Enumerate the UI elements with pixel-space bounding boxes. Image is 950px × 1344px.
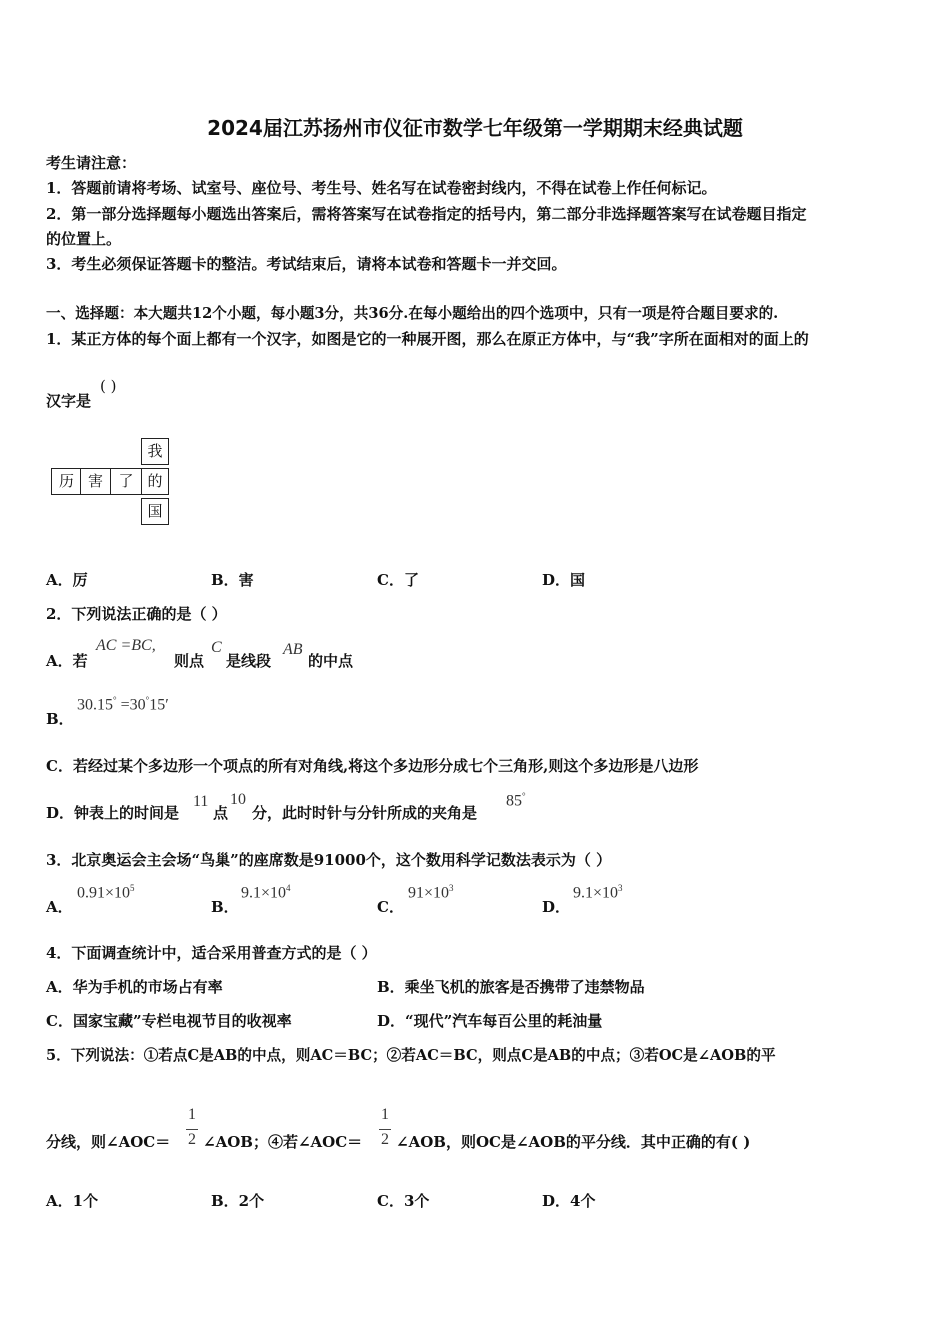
q4-stem: 4．下面调查统计中，适合采用普查方式的是（ ） — [46, 944, 377, 962]
q3-d-math — [573, 883, 623, 902]
q2-a-math-2: C — [211, 639, 222, 656]
notice-item-2-cont: 的位置上。 — [46, 230, 122, 248]
q3-a-label: A． — [46, 898, 73, 916]
page-title: 2024届江苏扬州市仪征市数学七年级第一学期期末经典试题 — [207, 116, 743, 140]
q3-stem: 3．北京奥运会主会场“鸟巢”的座席数是91000个，这个数用科学记数法表示为（ ） — [46, 851, 612, 869]
net-cell-guo: 国 — [141, 498, 169, 525]
notice-heading: 考生请注意： — [46, 154, 137, 172]
net-cell-li: 历 — [51, 468, 82, 495]
q3-b-base: 9.1×10 — [241, 884, 287, 902]
q1-option-d[interactable]: D．国 — [542, 571, 586, 589]
q2-a-text-1: 则点 — [174, 652, 205, 670]
q3-d-base: 9.1×10 — [573, 884, 619, 902]
net-cell-le: 了 — [110, 468, 142, 495]
notice-item-2: 2．第一部分选择题每小题选出答案后，需将答案写在试卷指定的括号内，第二部分非选择题答案写在试卷题目指定 — [46, 205, 807, 223]
q3-c-base: 91×10 — [408, 884, 450, 902]
q2-d-prefix: D．钟表上的时间是 — [46, 804, 180, 822]
notice-item-1: 1．答题前请将考场、试室号、座位号、考生号、姓名写在试卷密封线内，不得在试卷上作任何标记。 — [46, 179, 717, 197]
q2-d-degree: ° — [522, 791, 526, 801]
q2-a-suffix: 的中点 — [308, 652, 354, 670]
q2-d-math-2: 10 — [230, 791, 246, 808]
q2-b-sup2: ° — [145, 695, 150, 705]
q1-stem: 1．某正方体的每个面上都有一个汉字，如图是它的一种展开图，那么在原正方体中，与“我”字所在面相对的面上的 — [46, 330, 809, 348]
q2-b-math — [77, 695, 169, 714]
q3-b-math — [241, 883, 291, 902]
q4-option-b[interactable]: B．乘坐飞机的旅客是否携带了违禁物品 — [377, 978, 645, 996]
q1-option-a[interactable]: A．厉 — [46, 571, 88, 589]
q3-b-exp: 4 — [286, 883, 291, 893]
q1-option-c[interactable]: C．了 — [377, 571, 419, 589]
q1-stem-cont: 汉字是 — [46, 392, 92, 410]
section-heading: 一、选择题：本大题共12个小题，每小题3分，共36分.在每小题给出的四个选项中，只有一项是符合题目要求的. — [46, 305, 779, 322]
q2-a-math-3: AB — [283, 641, 303, 658]
q2-a-prefix: A．若 — [46, 652, 88, 670]
net-cell-wo: 我 — [141, 438, 169, 465]
q3-d-label: D． — [542, 898, 571, 916]
q2-b-right: 15′ — [149, 696, 169, 714]
q3-a-base: 0.91×10 — [77, 884, 131, 902]
q5-frac-2-den: 2 — [381, 1131, 389, 1148]
q5-option-c[interactable]: C．3个 — [377, 1192, 430, 1210]
q2-d-text-1: 点 — [213, 804, 229, 822]
q5-frac-1-num: 1 — [188, 1106, 196, 1123]
q2-d-text-2: 分，此时时针与分针所成的夹角是 — [252, 804, 478, 822]
q5-stem: 5．下列说法：①若点C是AB的中点，则AC＝BC；②若AC＝BC，则点C是AB的中点；③若OC是∠AOB的平 — [46, 1047, 776, 1064]
q3-c-label: C． — [377, 898, 404, 916]
q5-option-d[interactable]: D．4个 — [542, 1192, 596, 1210]
q5-frac-1-line — [186, 1129, 198, 1130]
q3-c-math — [408, 883, 454, 902]
q2-a-text-2: 是线段 — [226, 652, 272, 670]
q2-b-label: B． — [46, 710, 74, 728]
q2-b-left: 30.15 — [77, 696, 113, 714]
q2-d-math-1: 11 — [193, 793, 209, 810]
q2-d-math-3 — [506, 791, 526, 810]
q5-frac-2-num: 1 — [381, 1106, 389, 1123]
q1-option-b[interactable]: B．害 — [211, 571, 254, 589]
q2-option-c[interactable]: C．若经过某个多边形一个项点的所有对角线,将这个多边形分成七个三角形,则这个多边形是八边形 — [46, 757, 699, 775]
q3-a-exp: 5 — [130, 883, 135, 893]
q4-option-c[interactable]: C．国家宝藏”专栏电视节目的收视率 — [46, 1012, 292, 1030]
q5-option-b[interactable]: B．2个 — [211, 1192, 265, 1210]
q2-b-sup1: ° — [113, 695, 117, 705]
q4-option-a[interactable]: A．华为手机的市场占有率 — [46, 978, 223, 996]
q5-text-2: ∠AOB；④若∠AOC＝ — [203, 1133, 363, 1151]
q5-text-1: 分线，则∠AOC＝ — [46, 1133, 171, 1151]
q5-frac-1-den: 2 — [188, 1131, 196, 1148]
q5-frac-2-line — [379, 1129, 391, 1130]
net-cell-de: 的 — [141, 468, 169, 495]
q3-b-label: B． — [211, 898, 239, 916]
q3-d-exp: 3 — [618, 883, 623, 893]
q2-b-eq: =30 — [116, 696, 146, 714]
q4-option-d[interactable]: D．“现代”汽车每百公里的耗油量 — [377, 1012, 603, 1030]
q1-answer-paren: ( ) — [100, 377, 117, 395]
notice-item-3: 3．考生必须保证答题卡的整洁。考试结束后，请将本试卷和答题卡一并交回。 — [46, 255, 567, 273]
q5-option-a[interactable]: A．1个 — [46, 1192, 99, 1210]
q3-c-exp: 3 — [449, 883, 454, 893]
q5-text-3: ∠AOB，则OC是∠AOB的平分线．其中正确的有( ) — [396, 1133, 751, 1151]
q2-stem: 2．下列说法正确的是（ ） — [46, 605, 227, 623]
q3-a-math — [77, 883, 135, 902]
q2-d-angle: 85 — [506, 792, 522, 810]
net-cell-hai: 害 — [80, 468, 111, 495]
q2-a-math-1: AC =BC, — [96, 637, 156, 654]
